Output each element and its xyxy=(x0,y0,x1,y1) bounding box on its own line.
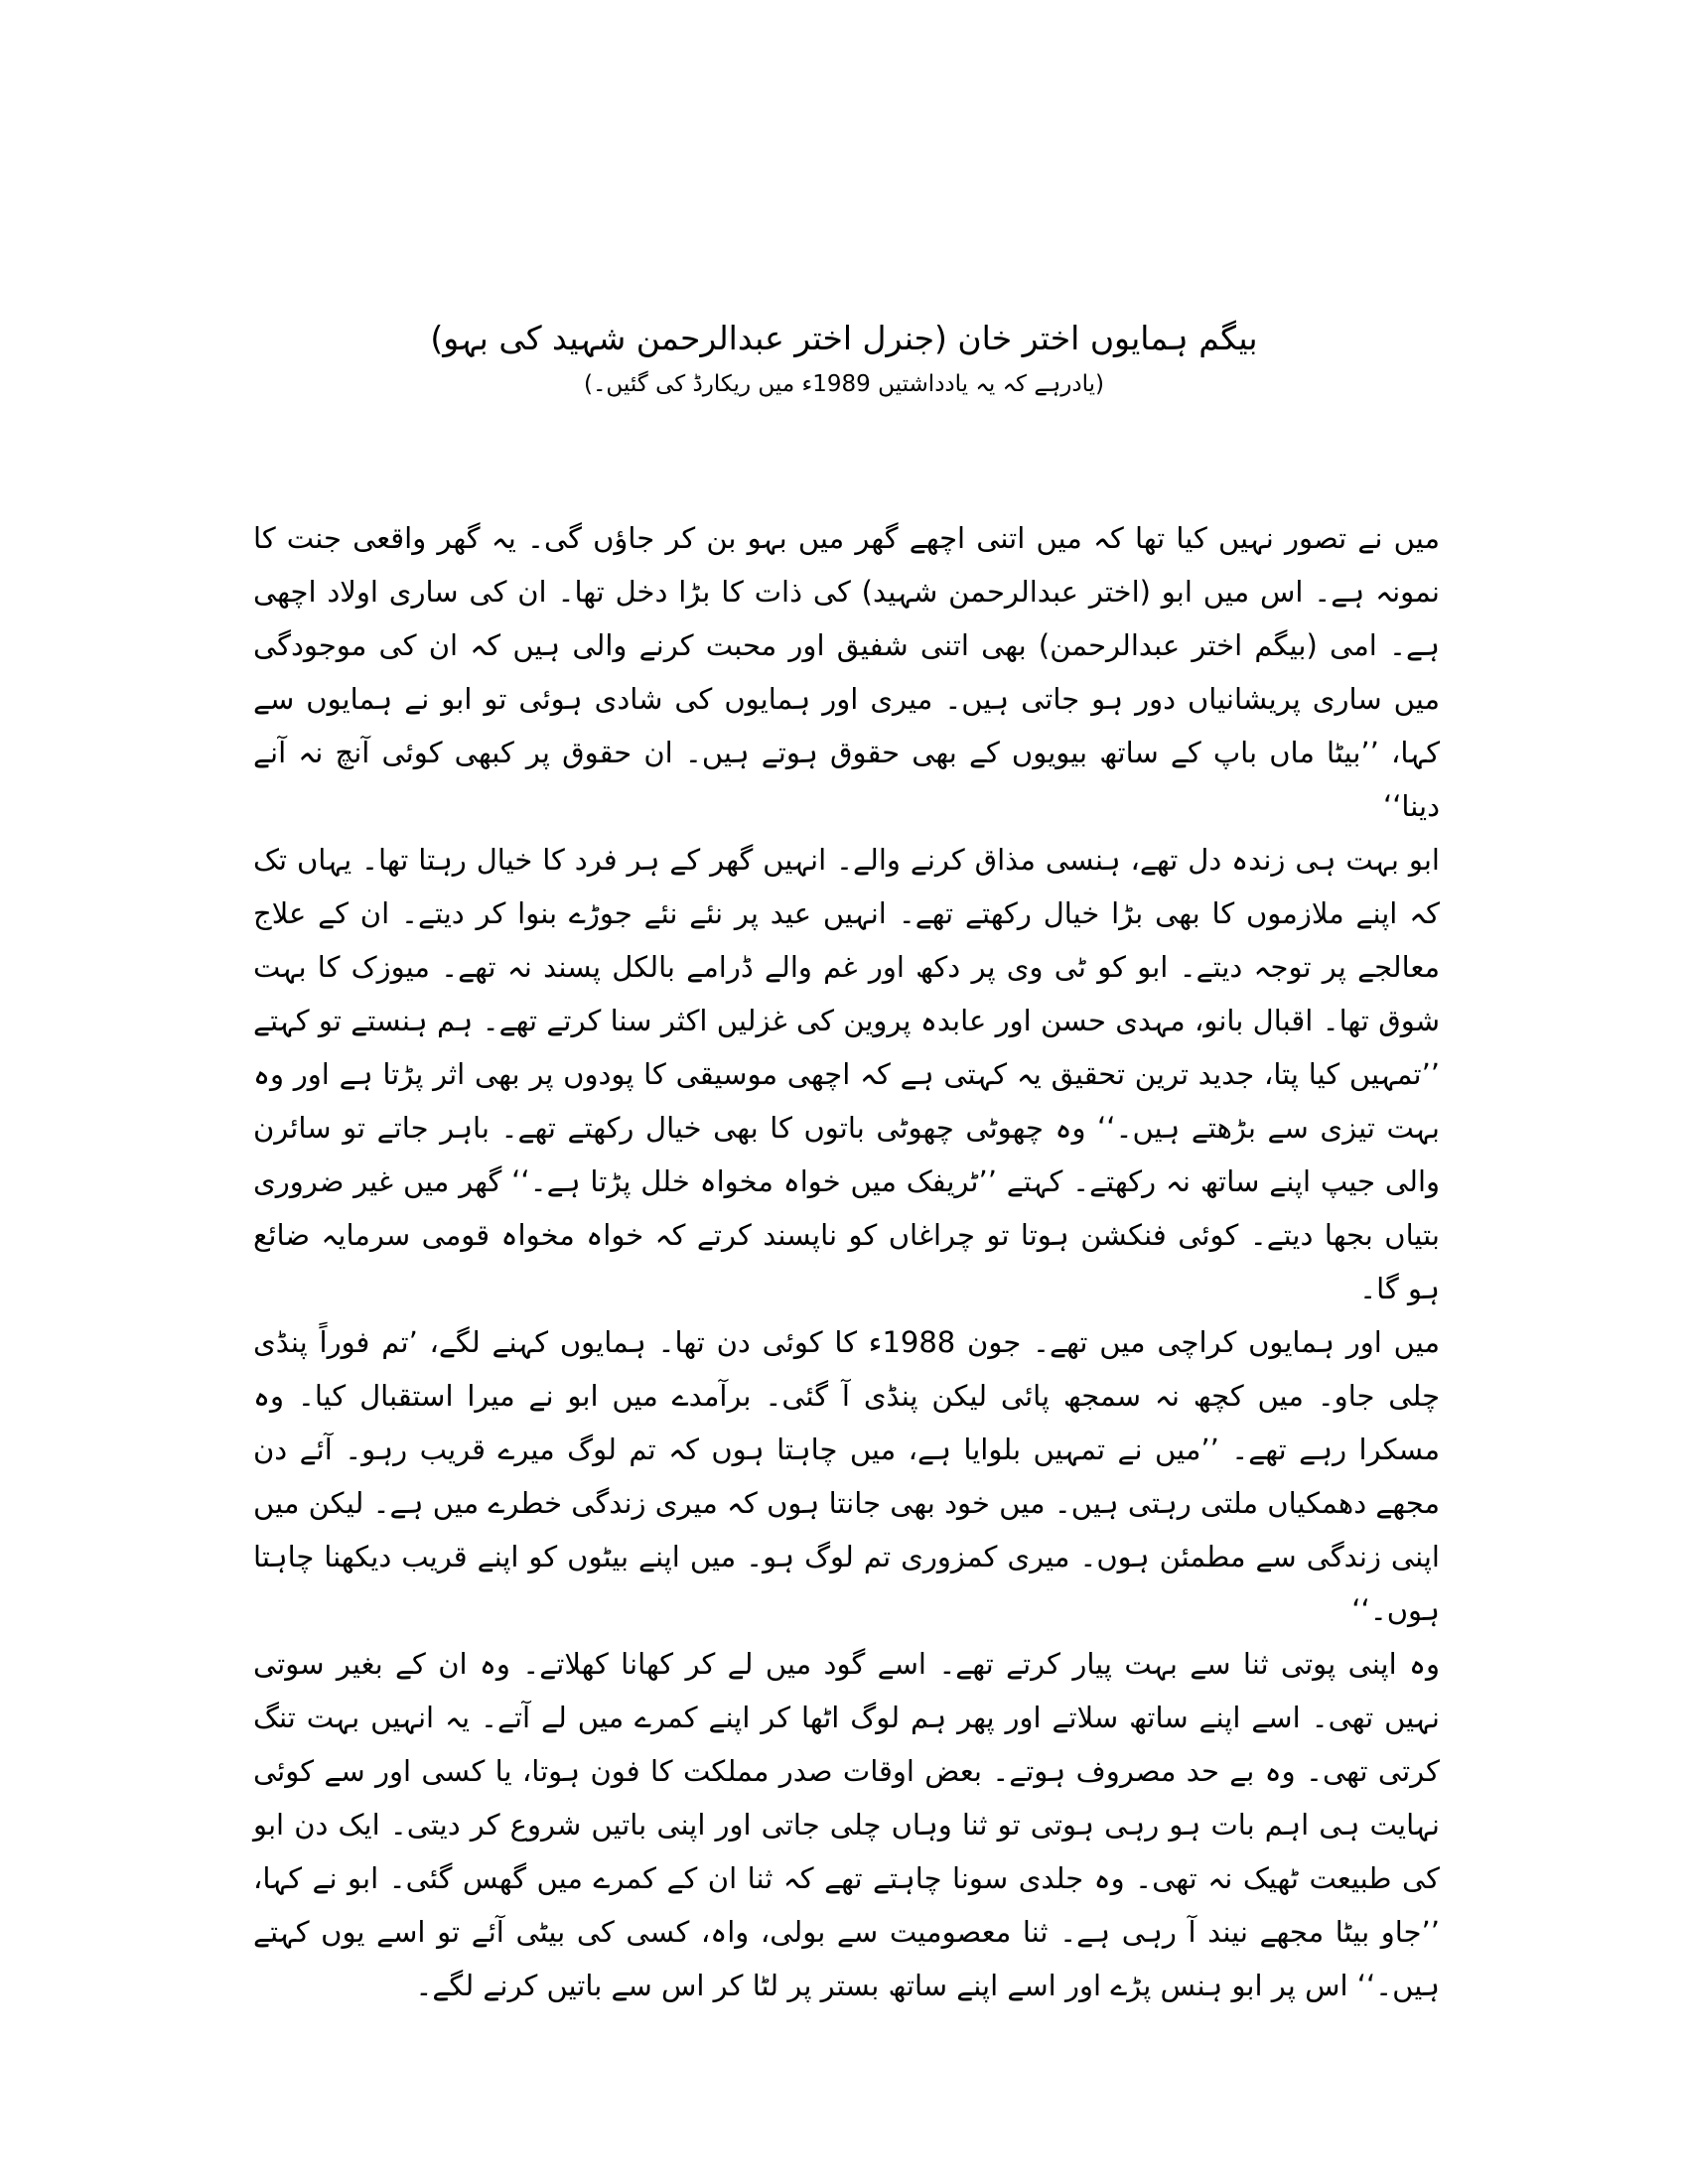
paragraph-3: میں اور ہمایوں کراچی میں تھے۔ جون 1988ء کا کوئی دن تھا۔ ہمایوں کہنے لگے، ’تم فوراً پنڈی چلی جاو۔ میں کچھ نہ سمجھ پائی لیکن پنڈی آ گئی۔ برآمدے میں ابو نے میرا استقبال کیا۔ وہ مسکرا رہے تھے۔ ’’میں نے تمہیں بلوایا ہے، میں چاہتا ہوں کہ تم لوگ میرے قریب رہو۔ آئے دن مجھے دھمکیاں ملتی رہتی ہیں۔ میں خود بھی جانتا ہوں کہ میری زندگی خطرے میں ہے۔ لیکن میں اپنی زندگی سے مطمئن ہوں۔ میری کمزوری تم لوگ ہو۔ میں اپنے بیٹوں کو اپنے قریب دیکھنا چاہتا ہوں۔‘‘ xyxy=(253,1325,1440,1627)
document-body xyxy=(253,511,1440,2012)
paragraph-4: وہ اپنی پوتی ثنا سے بہت پیار کرتے تھے۔ اسے گود میں لے کر کھانا کھلاتے۔ وہ ان کے بغیر سوتی نہیں تھی۔ اسے اپنے ساتھ سلاتے اور پھر ہم لوگ اٹھا کر اپنے کمرے میں لے آتے۔ یہ انہیں بہت تنگ کرتی تھی۔ وہ بے حد مصروف ہوتے۔ بعض اوقات صدر مملکت کا فون ہوتا، یا کسی اور سے کوئی نہایت ہی اہم بات ہو رہی ہوتی تو ثنا وہاں چلی جاتی اور اپنی باتیں شروع کر دیتی۔ ایک دن ابو کی طبیعت ٹھیک نہ تھی۔ وہ جلدی سونا چاہتے تھے کہ ثنا ان کے کمرے میں گھس گئی۔ ابو نے کہا، ’’جاو بیٹا مجھے نیند آ رہی ہے۔ ثنا معصومیت سے بولی، واہ، کسی کی بیٹی آئے تو اسے یوں کہتے ہیں۔‘‘ اس پر ابو ہنس پڑے اور اسے اپنے ساتھ بستر پر لٹا کر اس سے باتیں کرنے لگے۔ xyxy=(253,1647,1440,2002)
paragraph-2: ابو بہت ہی زندہ دل تھے، ہنسی مذاق کرنے والے۔ انہیں گھر کے ہر فرد کا خیال رہتا تھا۔ یہاں تک کہ اپنے ملازموں کا بھی بڑا خیال رکھتے تھے۔ انہیں عید پر نئے نئے جوڑے بنوا کر دیتے۔ ان کے علاج معالجے پر توجہ دیتے۔ ابو کو ٹی وی پر دکھ اور غم والے ڈرامے بالکل پسند نہ تھے۔ میوزک کا بہت شوق تھا۔ اقبال بانو، مہدی حسن اور عابدہ پروین کی غزلیں اکثر سنا کرتے تھے۔ ہم ہنستے تو کہتے ’’تمہیں کیا پتا، جدید ترین تحقیق یہ کہتی ہے کہ اچھی موسیقی کا پودوں پر بھی اثر پڑتا ہے اور وہ بہت تیزی سے بڑھتے ہیں۔‘‘ وہ چھوٹی چھوٹی باتوں کا بھی خیال رکھتے تھے۔ باہر جاتے تو سائرن والی جیپ اپنے ساتھ نہ رکھتے۔ کہتے ’’ٹریفک میں خواہ مخواہ خلل پڑتا ہے۔‘‘ گھر میں غیر ضروری بتیاں بجھا دیتے۔ کوئی فنکشن ہوتا تو چراغاں کو ناپسند کرتے کہ خواہ مخواہ قومی سرمایہ ضائع ہو گا۔ xyxy=(253,843,1440,1305)
document-subtitle: (یادرہے کہ یہ یادداشتیں 1989ء میں ریکارڈ کی گئیں۔) xyxy=(583,371,1105,397)
document-heading xyxy=(248,316,1440,401)
document-title: بیگم ہمایوں اختر خان (جنرل اختر عبدالرحمن شہید کی بہو) xyxy=(430,319,1258,357)
paragraph-1: میں نے تصور نہیں کیا تھا کہ میں اتنی اچھے گھر میں بہو بن کر جاؤں گی۔ یہ گھر واقعی جنت کا نمونہ ہے۔ اس میں ابو (اختر عبدالرحمن شہید) کی ذات کا بڑا دخل تھا۔ ان کی ساری اولاد اچھی ہے۔ امی (بیگم اختر عبدالرحمن) بھی اتنی شفیق اور محبت کرنے والی ہیں کہ ان کی موجودگی میں ساری پریشانیاں دور ہو جاتی ہیں۔ میری اور ہمایوں کی شادی ہوئی تو ابو نے ہمایوں سے کہا، ’’بیٹا ماں باپ کے ساتھ بیویوں کے بھی حقوق ہوتے ہیں۔ ان حقوق پر کبھی کوئی آنچ نہ آنے دینا‘‘ xyxy=(253,521,1440,823)
